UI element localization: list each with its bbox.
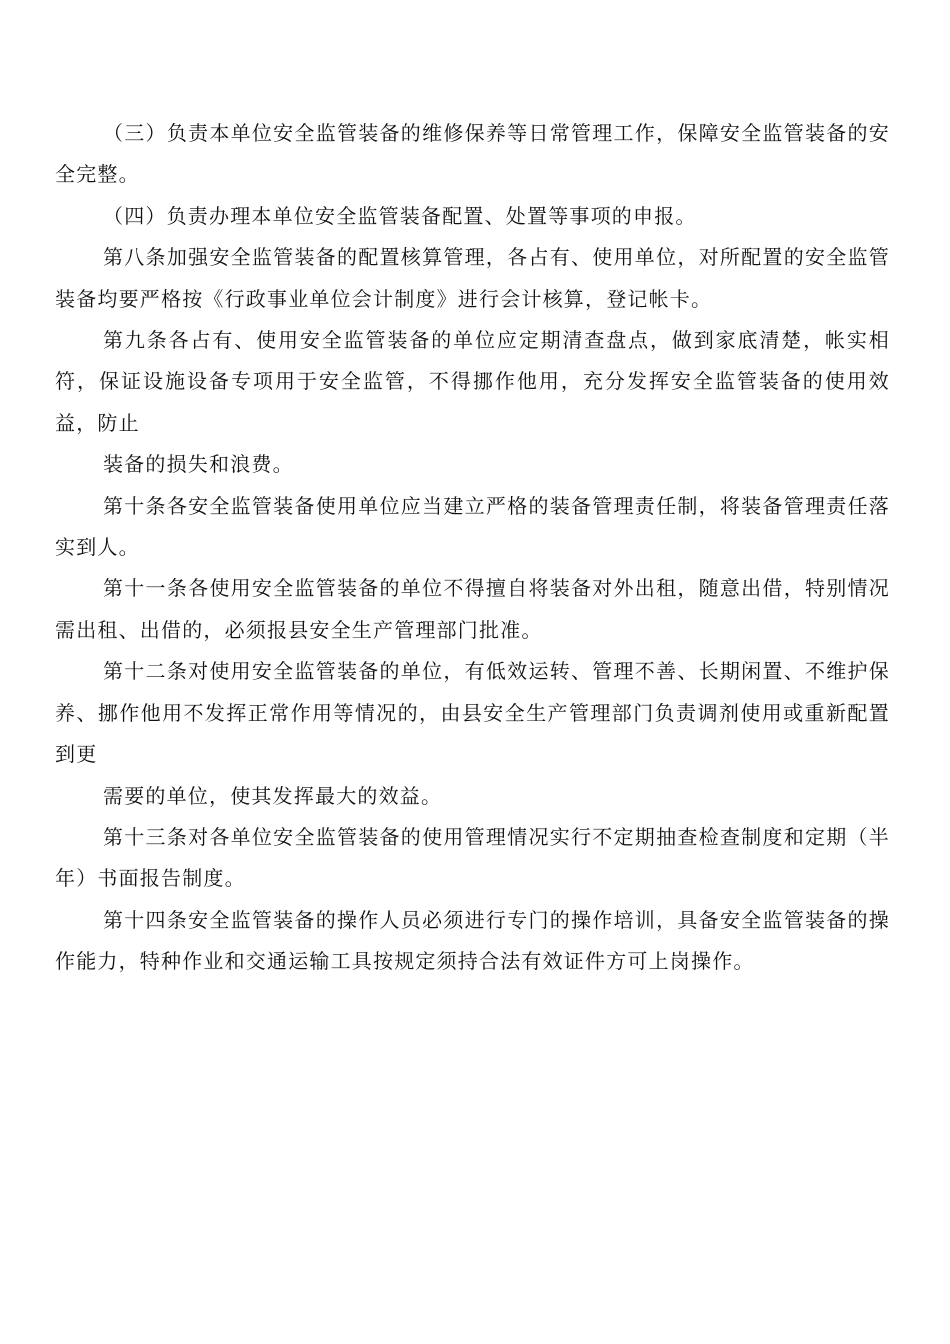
paragraph-article-14: 第十四条安全监管装备的操作人员必须进行专门的操作培训，具备安全监管装备的操作能力，特种作业和交通运输工具按规定须持合法有效证件方可上岗操作。 <box>55 907 890 974</box>
paragraph-section-4: （四）负责办理本单位安全监管装备配置、处置等事项的申报。 <box>103 203 697 228</box>
paragraph-article-12-continued: 需要的单位，使其发挥最大的效益。 <box>103 783 443 808</box>
paragraph-article-10: 第十条各安全监管装备使用单位应当建立严格的装备管理责任制，将装备管理责任落实到人。 <box>55 493 890 560</box>
paragraph-article-13: 第十三条对各单位安全监管装备的使用管理情况实行不定期抽查检查制度和定期（半年）书面报告制度。 <box>55 824 890 891</box>
paragraph-section-3: （三）负责本单位安全监管装备的维修保养等日常管理工作，保障安全监管装备的安全完整。 <box>55 121 890 187</box>
paragraph-article-11: 第十一条各使用安全监管装备的单位不得擅自将装备对外出租，随意出借，特别情况需出租、出借的，必须报县安全生产管理部门批准。 <box>55 576 890 642</box>
paragraph-article-12: 第十二条对使用安全监管装备的单位，有低效运转、管理不善、长期闲置、不维护保养、挪作他用不发挥正常作用等情况的，由县安全生产管理部门负责调剂使用或重新配置到更 <box>55 659 890 767</box>
paragraph-article-9: 第九条各占有、使用安全监管装备的单位应定期清查盘点，做到家底清楚，帐实相符，保证设施设备专项用于安全监管，不得挪作他用，充分发挥安全监管装备的使用效益，防止 <box>55 328 890 435</box>
paragraph-article-8: 第八条加强安全监管装备的配置核算管理，各占有、使用单位，对所配置的安全监管装备均要严格按《行政事业单位会计制度》进行会计核算，登记帐卡。 <box>55 245 890 311</box>
document-body <box>55 113 890 983</box>
paragraph-article-9-continued: 装备的损失和浪费。 <box>103 452 294 477</box>
